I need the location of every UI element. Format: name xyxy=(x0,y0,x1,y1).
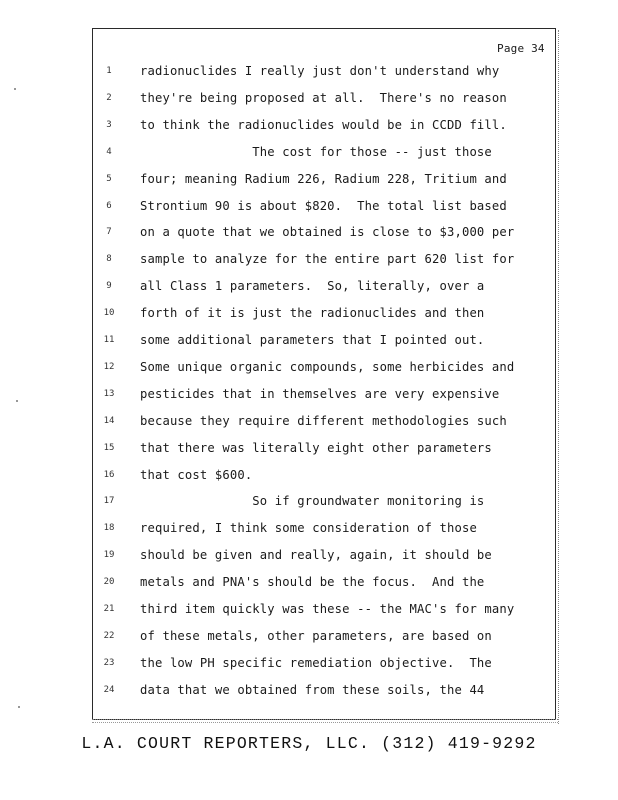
line-number: 19 xyxy=(103,550,115,560)
transcript-line: all Class 1 parameters. So, literally, over a xyxy=(140,279,485,293)
line-number: 15 xyxy=(103,443,115,453)
line-number: 11 xyxy=(103,335,115,345)
scan-edge-bottom xyxy=(92,719,558,723)
transcript-line: metals and PNA's should be the focus. And the xyxy=(140,575,485,589)
transcript-line: Strontium 90 is about $820. The total list based xyxy=(140,199,507,213)
line-number: 4 xyxy=(106,147,112,157)
scan-edge-right xyxy=(558,30,562,724)
transcript-line: they're being proposed at all. There's no reason xyxy=(140,91,507,105)
line-number: 7 xyxy=(106,227,112,237)
transcript-line: forth of it is just the radionuclides and then xyxy=(140,306,485,320)
transcript-line: to think the radionuclides would be in CCDD fill. xyxy=(140,118,507,132)
line-number: 12 xyxy=(103,362,115,372)
line-number: 24 xyxy=(103,685,115,695)
transcript-line: data that we obtained from these soils, the 44 xyxy=(140,683,485,697)
transcript-line: The cost for those -- just those xyxy=(140,145,492,159)
line-number: 8 xyxy=(106,254,112,264)
line-number: 3 xyxy=(106,120,112,130)
line-number: 17 xyxy=(103,496,115,506)
line-number: 9 xyxy=(106,281,112,291)
scan-speck xyxy=(18,706,20,708)
line-number: 20 xyxy=(103,577,115,587)
line-number: 14 xyxy=(103,416,115,426)
line-number: 18 xyxy=(103,523,115,533)
transcript-line: four; meaning Radium 226, Radium 228, Tritium and xyxy=(140,172,507,186)
scan-speck xyxy=(14,88,16,90)
line-number: 1 xyxy=(106,66,112,76)
scan-speck xyxy=(16,400,18,402)
line-number: 22 xyxy=(103,631,115,641)
transcript-line: some additional parameters that I pointed out. xyxy=(140,333,485,347)
court-reporter-footer: L.A. COURT REPORTERS, LLC. (312) 419-9292 xyxy=(81,734,537,753)
line-number: 21 xyxy=(103,604,115,614)
transcript-line: of these metals, other parameters, are based on xyxy=(140,629,492,643)
line-number: 6 xyxy=(106,201,112,211)
transcript-line: Some unique organic compounds, some herbicides and xyxy=(140,360,515,374)
line-number: 2 xyxy=(106,93,112,103)
transcript-line: sample to analyze for the entire part 620 list for xyxy=(140,252,515,266)
transcript-line: third item quickly was these -- the MAC's for many xyxy=(140,602,515,616)
transcript-line: radionuclides I really just don't understand why xyxy=(140,64,500,78)
transcript-line: because they require different methodologies such xyxy=(140,414,507,428)
transcript-line: that cost $600. xyxy=(140,468,253,482)
transcript-line: required, I think some consideration of those xyxy=(140,521,477,535)
page-number: Page 34 xyxy=(497,42,545,55)
line-number: 16 xyxy=(103,470,115,480)
line-number: 23 xyxy=(103,658,115,668)
line-number: 13 xyxy=(103,389,115,399)
transcript-line: the low PH specific remediation objective. The xyxy=(140,656,492,670)
line-number: 10 xyxy=(103,308,115,318)
transcript-line: should be given and really, again, it should be xyxy=(140,548,492,562)
transcript-line: So if groundwater monitoring is xyxy=(140,494,485,508)
transcript-line: that there was literally eight other parameters xyxy=(140,441,492,455)
line-number: 5 xyxy=(106,174,112,184)
transcript-line: on a quote that we obtained is close to $3,000 per xyxy=(140,225,515,239)
transcript-line: pesticides that in themselves are very expensive xyxy=(140,387,500,401)
